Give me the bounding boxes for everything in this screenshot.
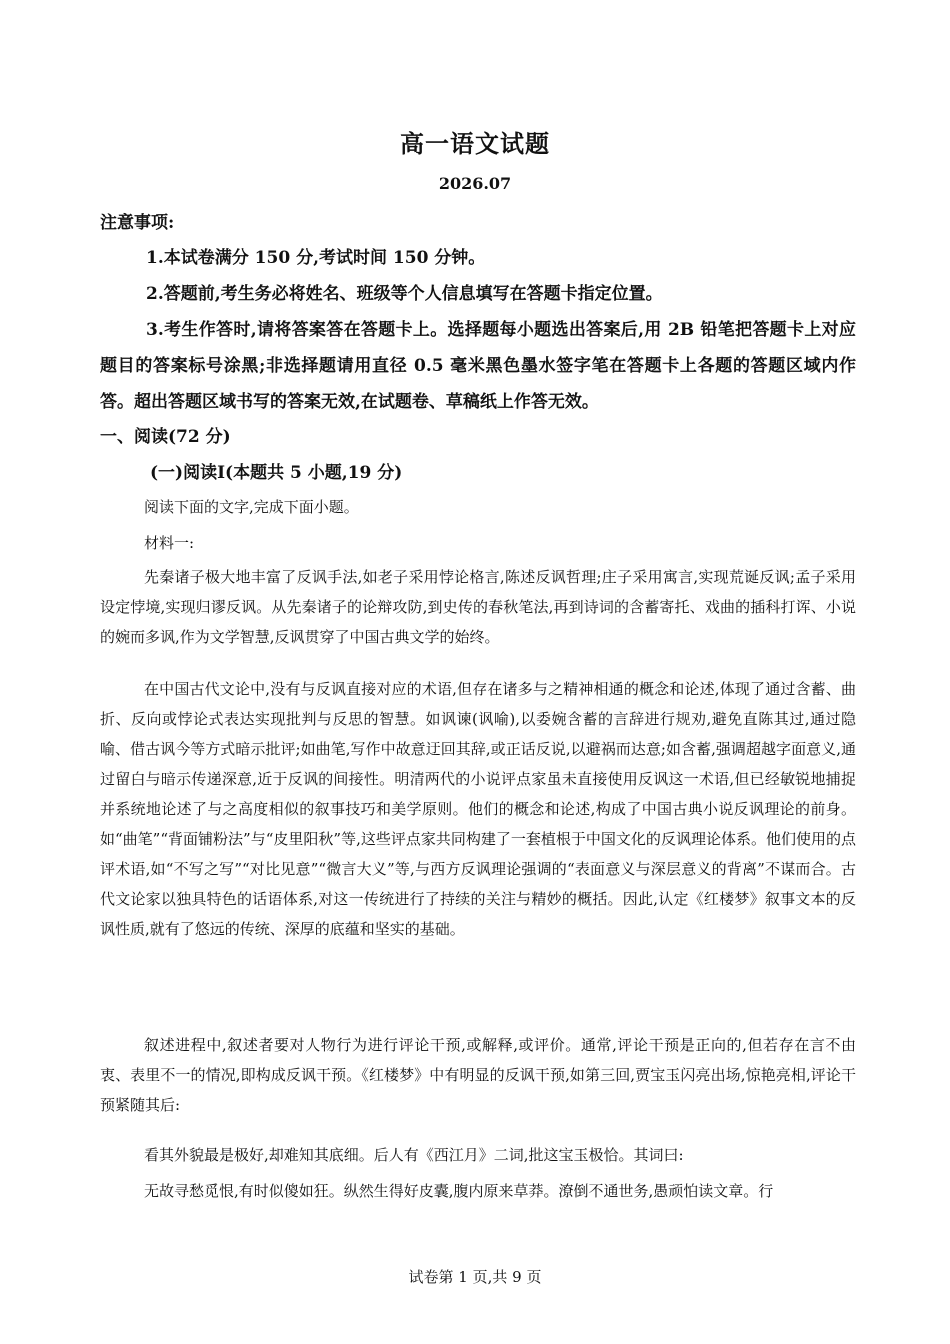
paragraph-text: 无故寻愁觅恨,有时似傻如狂。纵然生得好皮囊,腹内原来草莽。潦倒不通世务,愚顽怕读文章。行 — [144, 1182, 774, 1200]
notice-heading: 注意事项: — [100, 213, 175, 233]
exam-date: 2026.07 — [438, 174, 512, 193]
paragraph-3 — [100, 1030, 856, 1120]
page-footer: 试卷第 1 页,共 9 页 — [408, 1268, 542, 1286]
material-label — [100, 528, 856, 558]
paragraph-text: 叙述进程中,叙述者要对人物行为进行评论干预,或解释,或评价。通常,评论干预是正向的,但若存在言不由衷、表里不一的情况,即构成反讽干预。《红楼梦》中有明显的反讽干预,如第三回,贾宝玉闪亮出场,惊艳亮相,评论干预紧随其后: — [100, 1036, 856, 1114]
paragraph-text: 在中国古代文论中,没有与反讽直接对应的术语,但存在诸多与之精神相通的概念和论述,体现了通过含蓄、曲折、反向或悖论式表达实现批判与反思的智慧。如讽谏(讽喻),以委婉含蓄的言辞进行规劝,避免直陈其过,通过隐喻、借古讽今等方式暗示批评;如曲笔,写作中故意迂回其辞,或正话反说,以避祸而达意;如含蓄,强调超越字面意义,通过留白与暗示传递深意,近于反讽的间接性。明清两代的小说评点家虽未直接使用反讽这一术语,但已经敏锐地捕捉并系统地论述了与之高度相似的叙事技巧和美学原则。他们的概念和论述,构成了中国古典小说反讽理论的前身。如“曲笔”“背面铺粉法”与“皮里阳秋”等,这些评点家共同构建了一套植根于中国文化的反讽理论体系。他们使用的点评术语,如“不写之写”“对比见意”“微言大义”等,与西方反讽理论强调的“表面意义与深层意义的背离”不谋而合。古代文论家以独具特色的话语体系,对这一传统进行了持续的关注与精妙的概括。因此,认定《红楼梦》叙事文本的反讽性质,就有了悠远的传统、深厚的底蕴和坚实的基础。 — [100, 680, 856, 938]
section-heading-reading: 一、阅读(72 分) — [100, 427, 231, 447]
subsection-heading-reading-1: (一)阅读I(本题共 5 小题,19 分) — [150, 463, 403, 483]
paragraph-2 — [100, 674, 856, 944]
paragraph-text: 先秦诸子极大地丰富了反讽手法,如老子采用悖论格言,陈述反讽哲理;庄子采用寓言,实现荒诞反讽;孟子采用设定悖境,实现归谬反讽。从先秦诸子的论辩攻防,到史传的春秋笔法,再到诗词的含蓄寄托、戏曲的插科打诨、小说的婉而多讽,作为文学智慧,反讽贯穿了中国古典文学的始终。 — [100, 568, 856, 646]
poem-quote — [100, 1176, 856, 1206]
notice-item-2: 2.答题前,考生务必将姓名、班级等个人信息填写在答题卡指定位置。 — [146, 284, 663, 304]
paragraph-1 — [100, 562, 856, 652]
page-title: 高一语文试题 — [400, 129, 550, 158]
instruction-text — [100, 492, 856, 522]
quote-intro — [100, 1140, 856, 1170]
paragraph-text: 看其外貌最是极好,却难知其底细。后人有《西江月》二词,批这宝玉极恰。其词曰: — [144, 1146, 684, 1164]
notice-item-3: 3.考生作答时,请将答案答在答题卡上。选择题每小题选出答案后,用 2B 铅笔把答题卡上对应题目的答案标号涂黑;非选择题请用直径 0.5 毫米黑色墨水签字笔在答题卡上各题的答题区域内作答。超出答题区域书写的答案无效,在试题卷、草稿纸上作答无效。 — [100, 320, 856, 412]
instruction-line: 阅读下面的文字,完成下面小题。 — [144, 498, 359, 516]
notice-item-1: 1.本试卷满分 150 分,考试时间 150 分钟。 — [146, 248, 486, 268]
material-label-text: 材料一: — [144, 534, 195, 552]
